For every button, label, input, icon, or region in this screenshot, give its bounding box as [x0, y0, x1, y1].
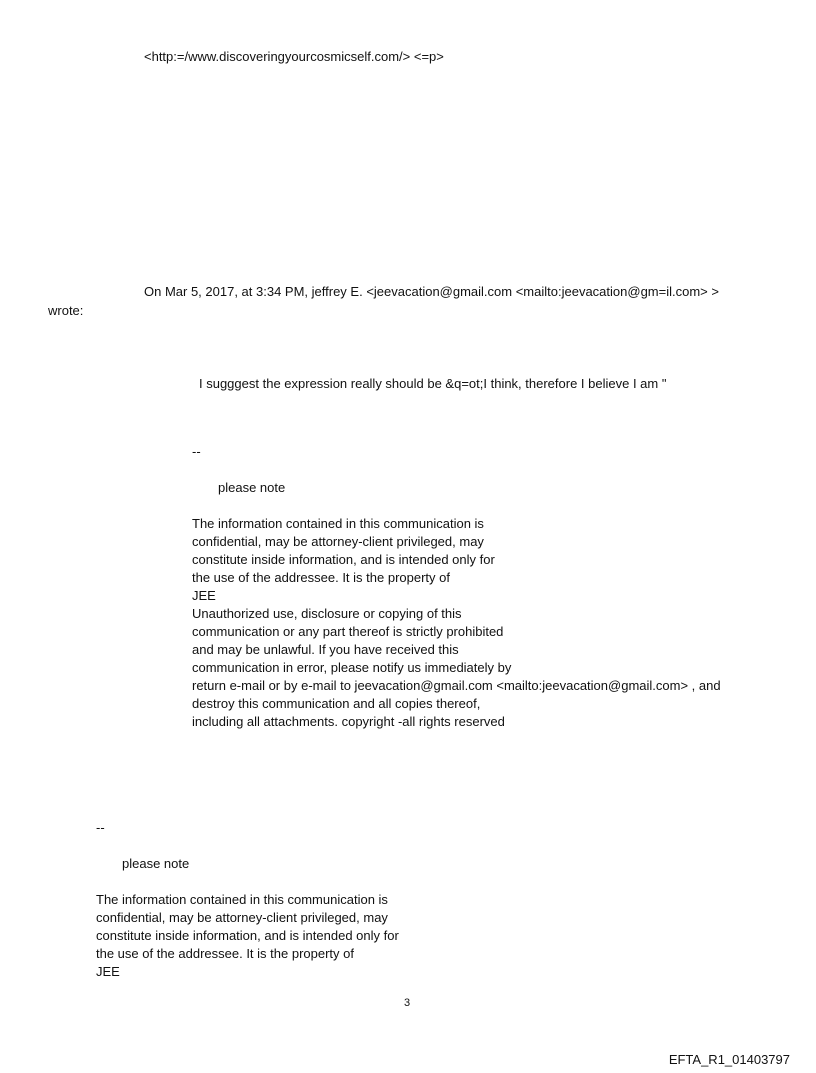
disclaimer-line: confidential, may be attorney-client privileged, may [96, 910, 388, 925]
disclaimer-line: JEE [192, 588, 216, 603]
disclaimer-line: and may be unlawful. If you have received this [192, 642, 459, 657]
reply-header-line2: wrote: [48, 303, 84, 318]
inner-signature-note-heading: please note [218, 480, 286, 495]
disclaimer-line: confidential, may be attorney-client privileged, may [192, 534, 484, 549]
outer-signature-separator: -- [96, 820, 105, 835]
disclaimer-line: Unauthorized use, disclosure or copying of this [192, 606, 462, 621]
page-number: 3 [404, 997, 411, 1009]
disclaimer-line: destroy this communication and all copies thereof, [192, 696, 481, 711]
outer-signature-disclaimer [96, 891, 399, 981]
disclaimer-line: The information contained in this communication is [96, 892, 388, 907]
reply-header-line1: On Mar 5, 2017, at 3:34 PM, jeffrey E. <jeevacation@gmail.com <mailto:jeevacation@gm=il.com> > [144, 284, 719, 299]
url-line: <http:=/www.discoveringyourcosmicself.com/> <=p> [144, 49, 444, 64]
disclaimer-line: communication or any part thereof is strictly prohibited [192, 624, 504, 639]
disclaimer-line: JEE [96, 964, 120, 979]
quoted-message: I sugggest the expression really should be &q=ot;I think, therefore I believe I am " [199, 376, 667, 391]
document-id: EFTA_R1_01403797 [668, 1052, 790, 1067]
disclaimer-line: including all attachments. copyright -all rights reserved [192, 714, 505, 729]
disclaimer-line: the use of the addressee. It is the property of [192, 570, 450, 585]
inner-signature-separator: -- [192, 444, 201, 459]
inner-signature-disclaimer [192, 515, 721, 731]
disclaimer-line: communication in error, please notify us immediately by [192, 660, 512, 675]
outer-signature-note-heading: please note [122, 856, 190, 871]
disclaimer-line: return e-mail or by e-mail to jeevacation@gmail.com <mailto:jeevacation@gmail.com> , and [192, 678, 721, 693]
disclaimer-line: constitute inside information, and is intended only for [96, 928, 399, 943]
disclaimer-line: constitute inside information, and is intended only for [192, 552, 495, 567]
disclaimer-line: The information contained in this communication is [192, 516, 484, 531]
disclaimer-line: the use of the addressee. It is the property of [96, 946, 354, 961]
